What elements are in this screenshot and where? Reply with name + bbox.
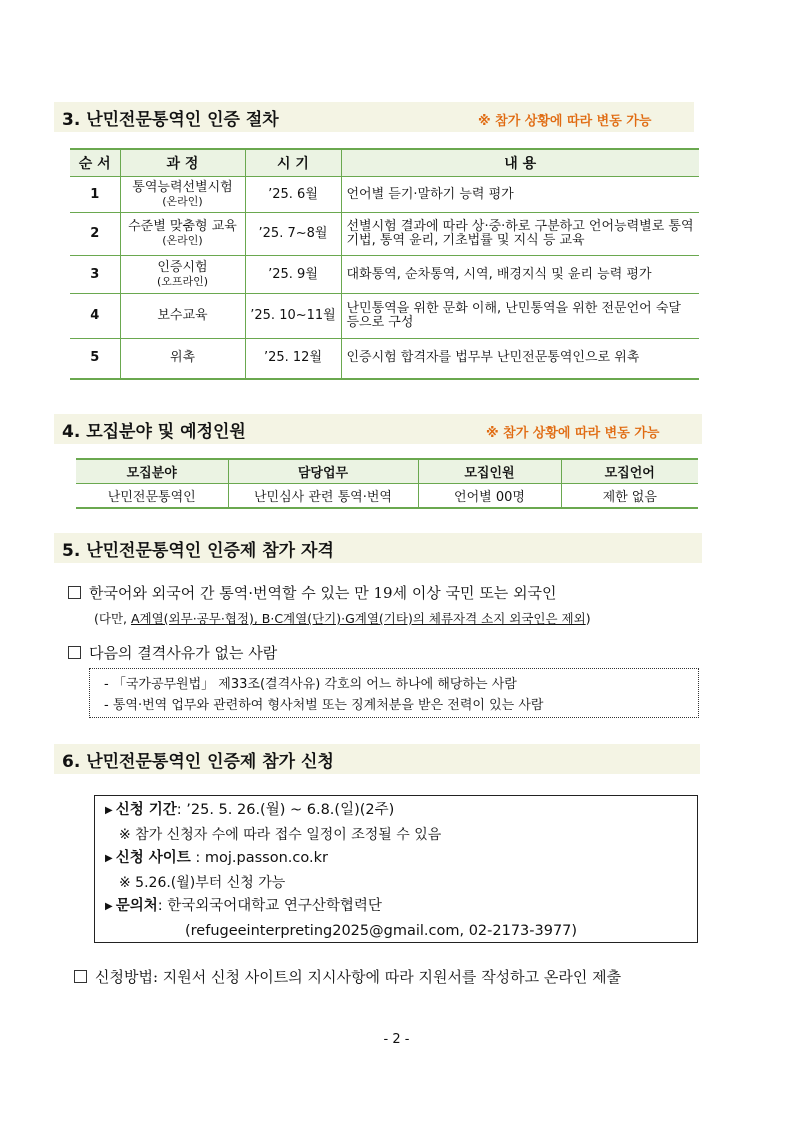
- application-info-box: [94, 795, 698, 943]
- contact-detail: (refugeeinterpreting2025@gmail.com, 02-2173-3977): [185, 922, 578, 939]
- table-row: [70, 339, 699, 379]
- row-period: ’25. 10~11월: [245, 294, 341, 339]
- row-period: ’25. 6월: [245, 177, 341, 213]
- eligibility-item-1-note: [94, 609, 591, 627]
- section-4-title: 4. 모집분야 및 예정인원: [62, 421, 246, 442]
- note-prefix: (다만,: [94, 611, 131, 626]
- section-3-title: 3. 난민전문통역인 인증 절차: [62, 109, 279, 130]
- section-6-title: 6. 난민전문통역인 인증제 참가 신청: [62, 751, 334, 772]
- disqualification-box: [89, 668, 699, 718]
- cell-duty: 난민심사 관련 통역·번역: [228, 484, 418, 509]
- eligibility-item-2-text: 다음의 결격사유가 없는 사람: [89, 644, 278, 662]
- site-value[interactable]: : moj.passon.co.kr: [190, 850, 328, 866]
- table-row: [76, 484, 698, 509]
- eligibility-item-1-text: 한국어와 외국어 간 통역·번역할 수 있는 만 19세 이상 국민 또는 외국인: [89, 584, 557, 602]
- row-content: 언어별 듣기·말하기 능력 평가: [341, 177, 699, 213]
- row-content: 인증시험 합격자를 법무부 난민전문통역인으로 위촉: [341, 339, 699, 379]
- header-content: 내 용: [341, 149, 699, 177]
- table-row: [70, 294, 699, 339]
- row-period: ’25. 12월: [245, 339, 341, 379]
- process-label: 통역능력선별시험: [132, 179, 233, 195]
- site-label: 신청 사이트: [115, 850, 191, 866]
- row-period: ’25. 7~8월: [245, 213, 341, 256]
- row-content: 선별시험 결과에 따라 상·중·하로 구분하고 언어능력별로 통역 기법, 통역 윤리, 기초법률 및 지식 등 교육: [341, 213, 699, 256]
- period-note: ※ 참가 신청자 수에 따라 접수 일정이 조정될 수 있음: [119, 826, 442, 843]
- process-label: 인증시험: [157, 259, 208, 275]
- eligibility-item-2: [68, 642, 277, 663]
- row-no: 5: [70, 339, 120, 379]
- period-row: [105, 799, 697, 824]
- header-no: 순 서: [70, 149, 120, 177]
- process-sub: (온라인): [162, 194, 203, 208]
- row-no: 1: [70, 177, 120, 213]
- site-note: ※ 5.26.(월)부터 신청 가능: [119, 874, 286, 891]
- application-method-text: 신청방법: 지원서 신청 사이트의 지시사항에 따라 지원서를 작성하고 온라인 제출: [95, 968, 622, 986]
- contact-label: 문의처: [115, 898, 158, 914]
- period-value: : ’25. 5. 26.(월) ~ 6.8.(일)(2주): [176, 802, 395, 818]
- row-period: ’25. 9월: [245, 256, 341, 294]
- table-row: [70, 177, 699, 213]
- triangle-bullet-icon: ▶: [105, 901, 113, 912]
- process-label: 수준별 맞춤형 교육: [128, 219, 237, 234]
- row-no: 2: [70, 213, 120, 256]
- table-header-row: [70, 149, 699, 177]
- section-4-note: ※ 참가 상황에 따라 변동 가능: [486, 426, 660, 441]
- table-header-row: [76, 459, 698, 484]
- page-number: - 2 -: [383, 1032, 410, 1047]
- row-process: [120, 256, 245, 294]
- row-no: 3: [70, 256, 120, 294]
- header-language: 모집언어: [561, 459, 698, 484]
- header-process: 과 정: [120, 149, 245, 177]
- table-row: [70, 213, 699, 256]
- checkbox-icon: [68, 646, 81, 659]
- header-period: 시 기: [245, 149, 341, 177]
- header-duty: 담당업무: [228, 459, 418, 484]
- disqualification-line-2: - 통역·번역 업무와 관련하여 형사처벌 또는 징계처분을 받은 전력이 있는 사람: [104, 698, 544, 713]
- row-process: 위촉: [120, 339, 245, 379]
- eligibility-item-1: [68, 582, 557, 603]
- period-label: 신청 기간: [115, 802, 177, 818]
- header-field: 모집분야: [76, 459, 228, 484]
- note-suffix: ): [585, 611, 591, 626]
- row-process: 보수교육: [120, 294, 245, 339]
- section-3-note: ※ 참가 상황에 따라 변동 가능: [478, 114, 652, 129]
- procedure-table: [70, 148, 699, 380]
- row-process: [120, 213, 245, 256]
- site-row: [105, 847, 697, 872]
- contact-row: [105, 895, 697, 920]
- process-sub: (온라인): [162, 234, 203, 247]
- checkbox-icon: [74, 970, 87, 983]
- section-5-title: 5. 난민전문통역인 인증제 참가 자격: [62, 540, 334, 561]
- recruitment-table: [76, 458, 698, 509]
- section-6-bar: [54, 744, 700, 774]
- disqualification-line-1: - 「국가공무원법」 제33조(결격사유) 각호의 어느 하나에 해당하는 사람: [104, 677, 517, 692]
- section-5-bar: [54, 533, 702, 563]
- application-method: [74, 966, 621, 987]
- triangle-bullet-icon: ▶: [105, 805, 113, 816]
- contact-value: : 한국외국어대학교 연구산학협력단: [157, 898, 382, 914]
- cell-field: 난민전문통역인: [76, 484, 228, 509]
- checkbox-icon: [68, 586, 81, 599]
- note-underlined: A계열(외무·공무·협정), B·C계열(단기)·G계열(기타)의 체류자격 소지 외국인은 제외: [130, 611, 586, 626]
- header-count: 모집인원: [418, 459, 561, 484]
- row-no: 4: [70, 294, 120, 339]
- triangle-bullet-icon: ▶: [105, 853, 113, 864]
- row-content: 대화통역, 순차통역, 시역, 배경지식 및 윤리 능력 평가: [341, 256, 699, 294]
- row-process: [120, 177, 245, 213]
- cell-language: 제한 없음: [561, 484, 698, 509]
- row-content: 난민통역을 위한 문화 이해, 난민통역을 위한 전문언어 숙달 등으로 구성: [341, 294, 699, 339]
- process-sub: (오프라인): [156, 274, 209, 288]
- table-row: [70, 256, 699, 294]
- cell-count: 언어별 00명: [418, 484, 561, 509]
